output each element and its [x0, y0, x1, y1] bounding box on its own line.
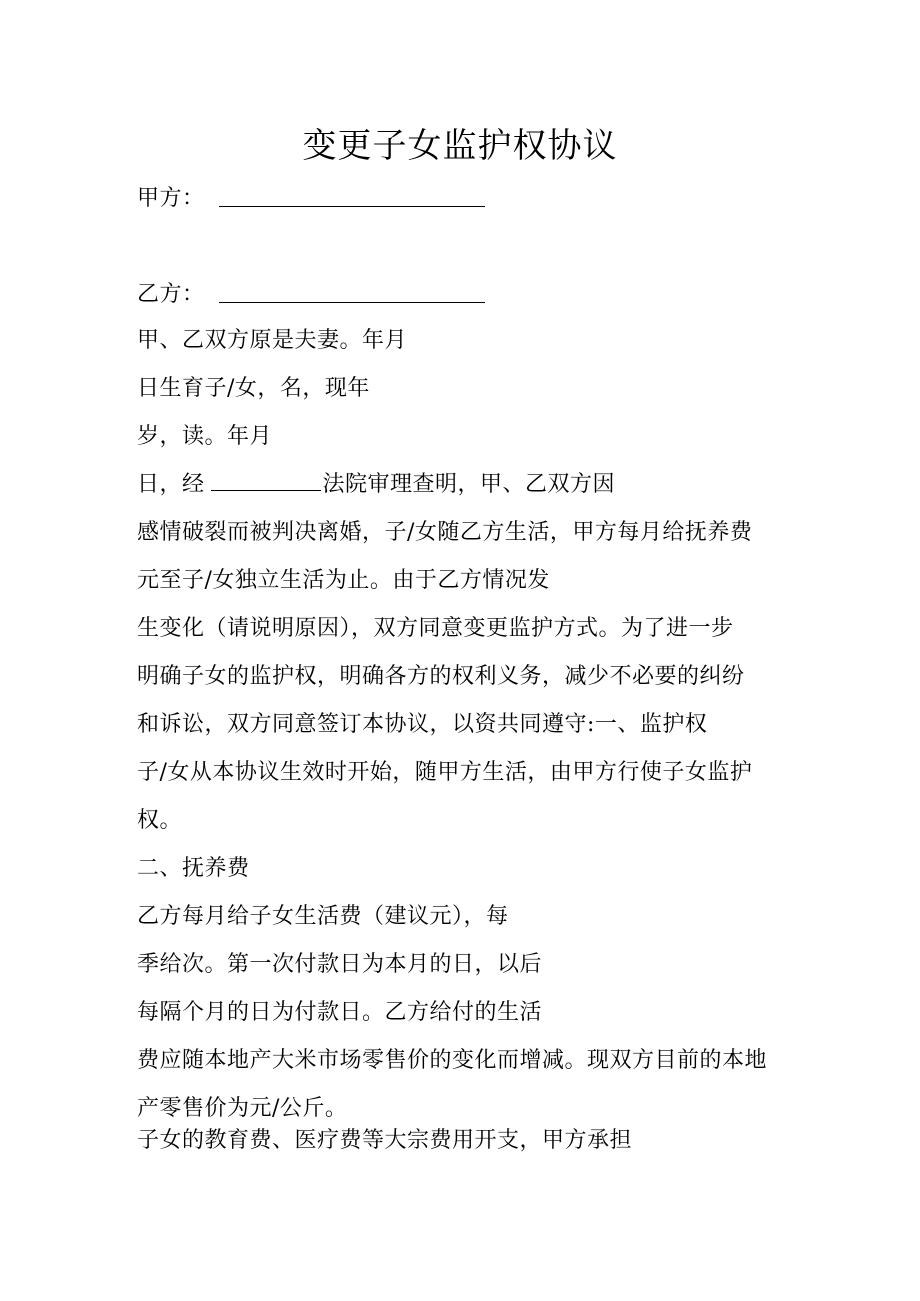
section-heading: 二、抚养费: [137, 856, 250, 881]
text-line: 生变化（请说明原因），双方同意变更监护方式。为了进一步: [137, 616, 734, 641]
text-line: 子女的教育费、医疗费等大宗费用开支，甲方承担: [137, 1128, 633, 1153]
text-line: 岁，读。年月: [137, 424, 273, 449]
text-line: 感情破裂而被判决离婚，子/女随乙方生活，甲方每月给抚养费: [137, 520, 753, 545]
text-line: 甲、乙双方原是夫妻。年月: [137, 328, 408, 353]
text-line: 明确子女的监护权，明确各方的权利义务，减少不必要的纠纷: [137, 664, 745, 689]
party-a-blank[interactable]: [219, 205, 485, 207]
text-line: 产零售价为元/公斤。: [137, 1096, 348, 1121]
text-line: 乙方每月给子女生活费（建议元），每: [137, 904, 509, 929]
court-line-prefix: 日，经: [137, 472, 205, 497]
text-line: 和诉讼，双方同意签订本协议，以资共同遵守:一、监护权: [137, 712, 708, 737]
text-line: 每隔个月的日为付款日。乙方给付的生活: [137, 1000, 543, 1025]
party-b-blank[interactable]: [219, 301, 485, 303]
text-line: 元至子/女独立生活为止。由于乙方情况发: [137, 568, 550, 593]
text-line: 费应随本地产大米市场零售价的变化而增减。现双方目前的本地: [137, 1048, 768, 1073]
party-a-label: 甲方：: [137, 186, 205, 211]
document-title: 变更子女监护权协议: [302, 126, 618, 166]
text-line: 权。: [137, 808, 183, 833]
party-b-label: 乙方：: [137, 282, 205, 307]
party-b-line: [137, 280, 485, 310]
text-line: 日生育子/女，名，现年: [137, 376, 370, 401]
court-line: [137, 470, 615, 500]
text-line: 季给次。第一次付款日为本月的日，以后: [137, 952, 543, 977]
court-blank[interactable]: [211, 489, 321, 491]
party-a-line: [137, 184, 485, 214]
text-line: 子/女从本协议生效时开始，随甲方生活，由甲方行使子女监护: [137, 760, 753, 785]
court-line-suffix: 法院审理查明，甲、乙双方因: [322, 472, 616, 497]
